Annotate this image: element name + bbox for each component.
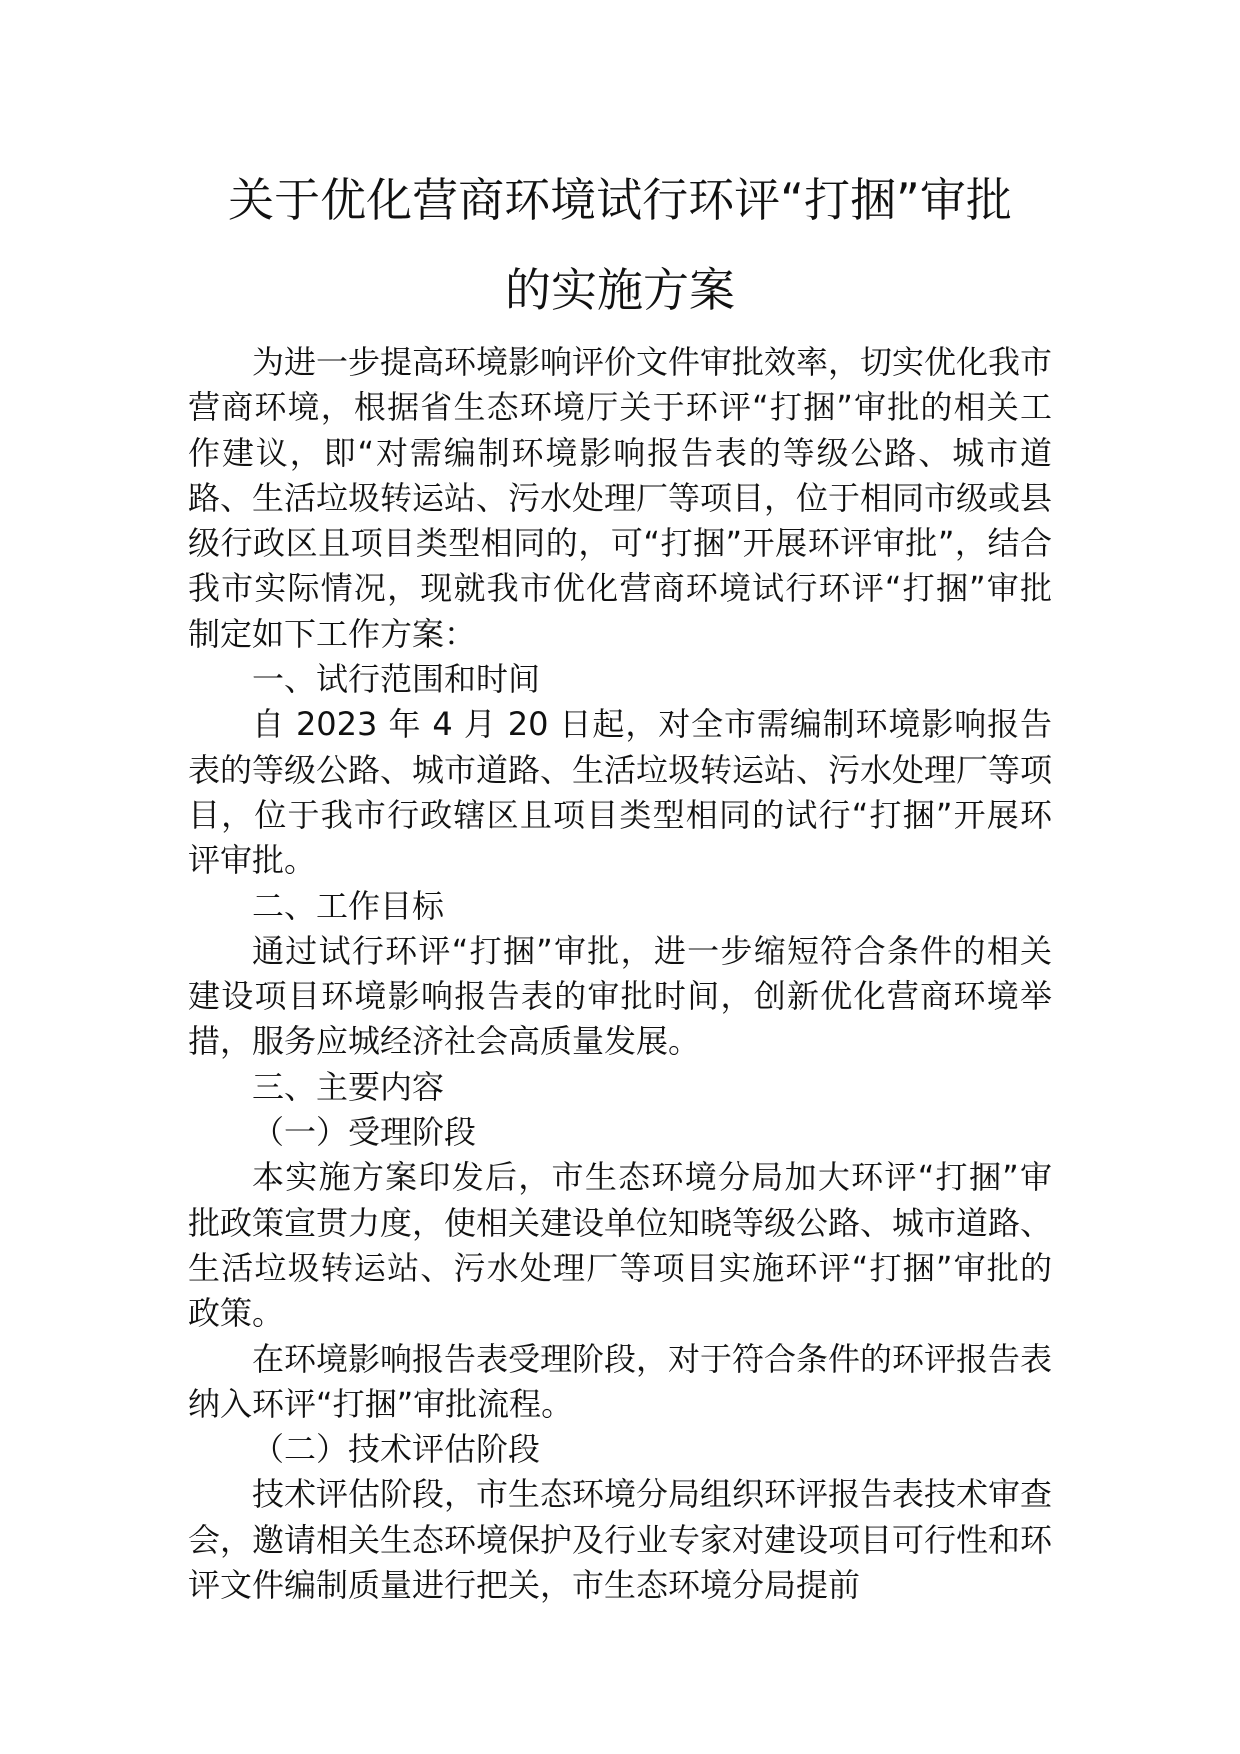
document-title-line-1: 关于优化营商环境试行环评“打捆”审批 [228,173,1012,227]
subsection-heading-technical-review: （二）技术评估阶段 [252,1430,541,1469]
section-heading-scope: 一、试行范围和时间 [252,660,541,699]
subsection-heading-acceptance: （一）受理阶段 [252,1113,477,1152]
section-heading-goals: 二、工作目标 [252,886,445,925]
technical-review-paragraph: 技术评估阶段，市生态环境分局组织环评报告表技术审查会，邀请相关生态环境保护及行业专家对建设项目可行性和环评文件编制质量进行把关，市生态环境分局提前 [188,1475,1053,1605]
intro-paragraph: 为进一步提高环境影响评价文件审批效率，切实优化我市营商环境，根据省生态环境厅关于环评“打捆”审批的相关工作建议，即“对需编制环境影响报告表的等级公路、城市道路、生活垃圾转运站、污水处理厂等项目，位于相同市级或县级行政区且项目类型相同的，可“打捆”开展环评审批”，结合我市实际情况，现就我市优化营商环境试行环评“打捆”审批制定如下工作方案： [188,343,1053,653]
document-body [188,340,1052,1608]
scope-paragraph: 自 2023 年 4 月 20 日起，对全市需编制环境影响报告表的等级公路、城市道路、生活垃圾转运站、污水处理厂等项目，位于我市行政辖区且项目类型相同的试行“打捆”开展环评审批。 [188,705,1053,880]
goals-paragraph: 通过试行环评“打捆”审批，进一步缩短符合条件的相关建设项目环境影响报告表的审批时间，创新优化营商环境举措，服务应城经济社会高质量发展。 [188,931,1052,1061]
acceptance-paragraph-2: 在环境影响报告表受理阶段，对于符合条件的环评报告表纳入环评“打捆”审批流程。 [188,1339,1053,1423]
document-title-line-2: 的实施方案 [505,263,735,317]
section-heading-content: 三、主要内容 [252,1067,445,1106]
acceptance-paragraph-1: 本实施方案印发后，市生态环境分局加大环评“打捆”审批政策宣贯力度，使相关建设单位知晓等级公路、城市道路、生活垃圾转运站、污水处理厂等项目实施环评“打捆”审批的政策。 [188,1158,1053,1333]
